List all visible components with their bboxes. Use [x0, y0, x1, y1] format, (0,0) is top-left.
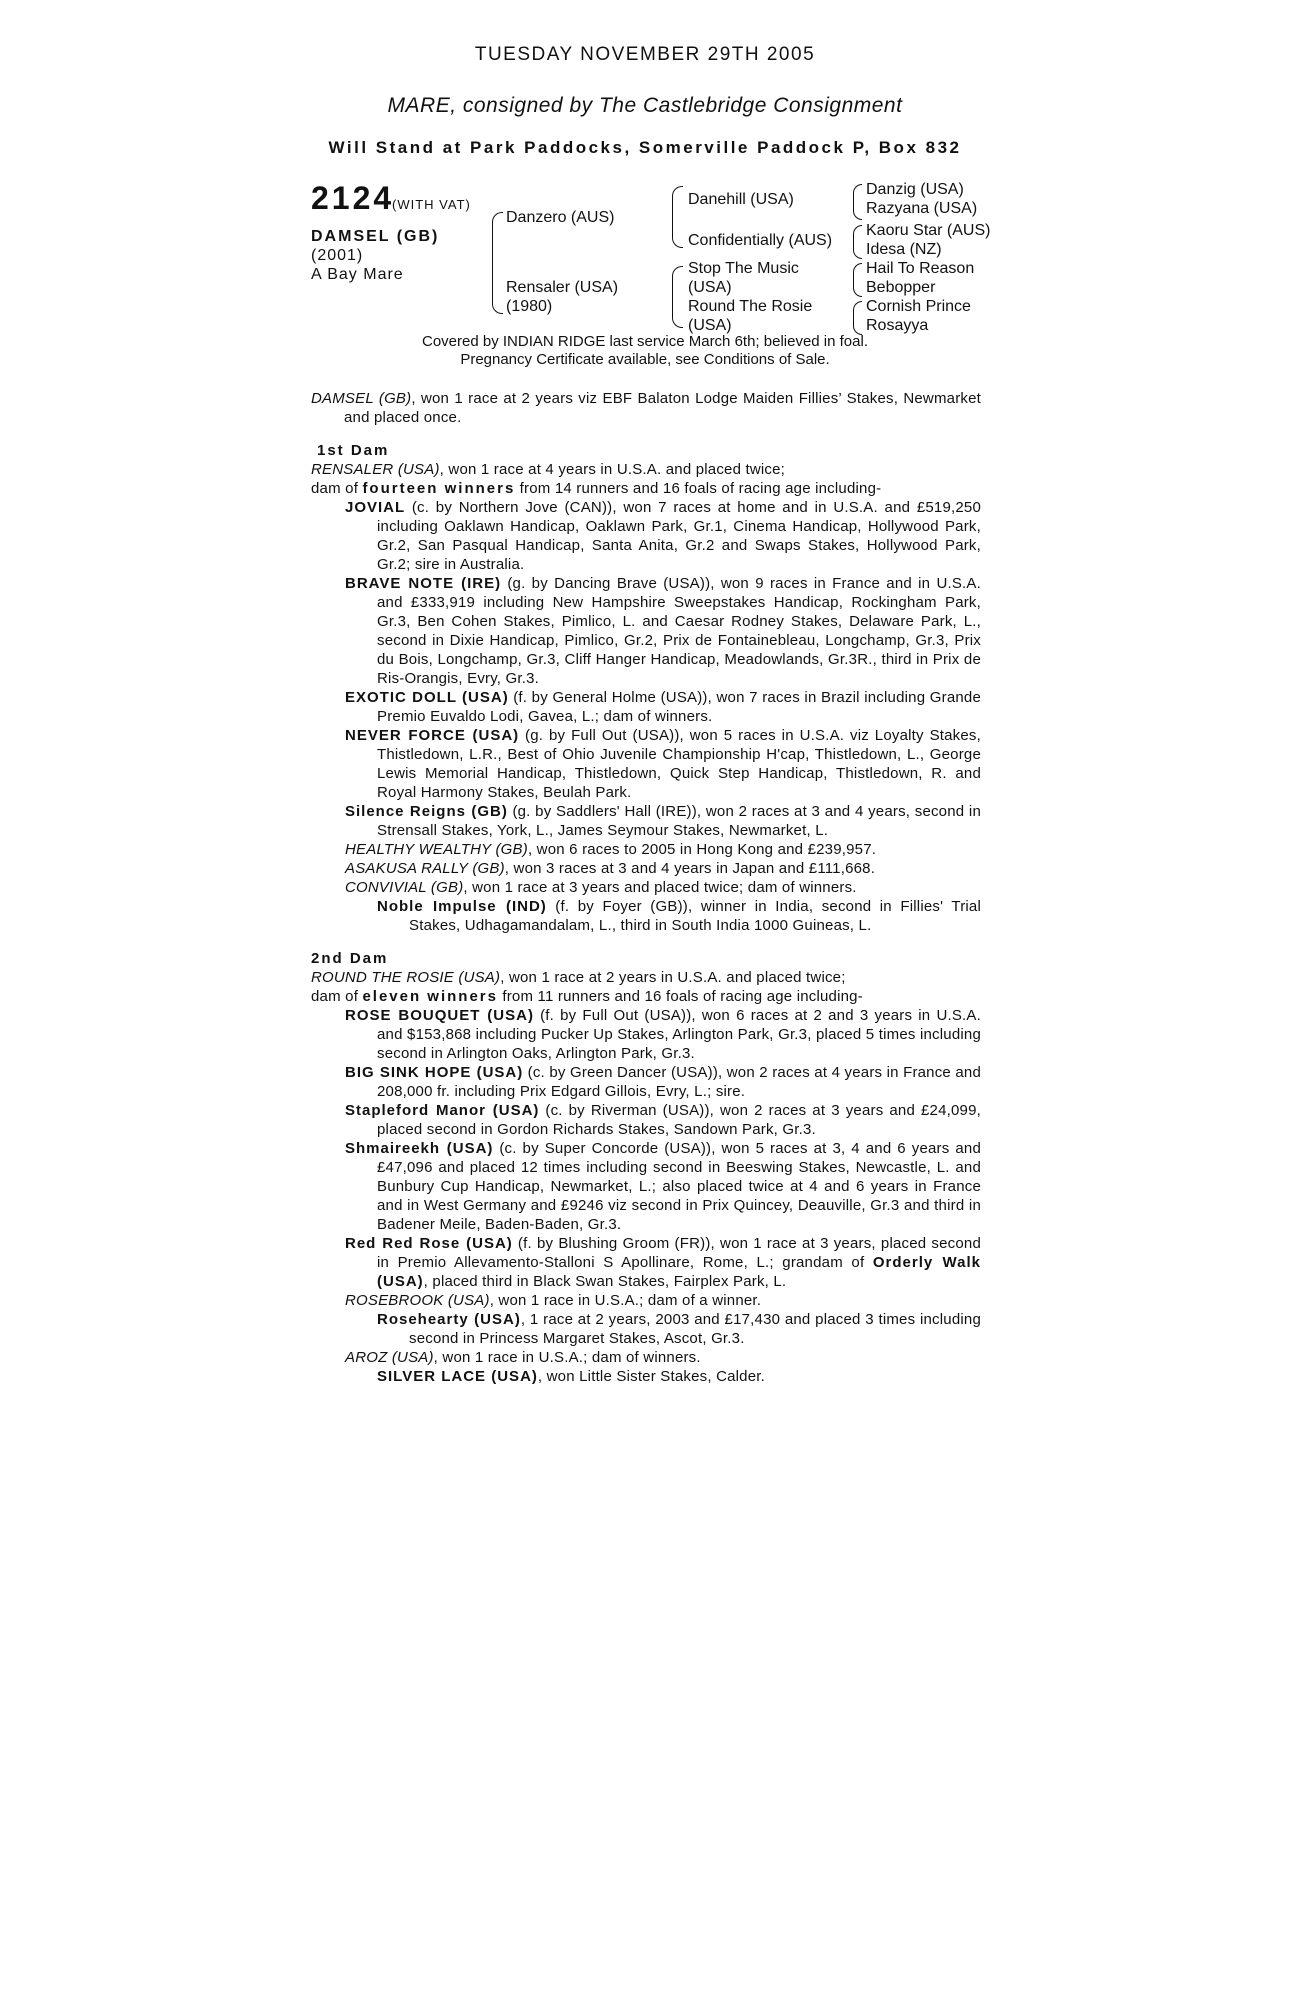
produce-name: Stapleford Manor (USA): [345, 1102, 540, 1119]
produce-name: ASAKUSA RALLY (GB): [345, 860, 505, 877]
lot-number: 2124: [311, 180, 395, 216]
horse-year: (2001): [311, 247, 364, 264]
first-dam-text: , won 1 race at 4 years in U.S.A. and placed twice;: [439, 461, 786, 478]
pedigree-sss: Danzig (USA): [866, 181, 964, 198]
second-dam-winners: eleven winners: [362, 988, 498, 1005]
sire-dam-brace: [492, 212, 503, 314]
pedigree-dam-sire-2: (USA): [688, 279, 732, 296]
produce-text: (g. by Full Out (USA)), won 5 races in U.S.A. viz Loyalty Stakes, Thistledown, L.R., Best of Ohio Juvenile Championship H'cap, Thistledown, L., George Lewis Memorial Handicap, Thistledown, Quick Step Handicap, Thistledown, R. and Royal Harmony Stakes, Beulah Park.: [377, 727, 981, 801]
produce-text: , 1 race at 2 years, 2003 and £17,430 and placed 3 times including second in Princess Margaret Stakes, Ascot, Gr.3.: [409, 1311, 981, 1347]
produce-text: , won 6 races to 2005 in Hong Kong and £239,957.: [527, 841, 877, 858]
produce-text: (f. by Blushing Groom (FR)), won 1 race at 3 years, placed second in Premio Allevamento-Stalloni S Apollinare, Rome, L.; grandam of: [377, 1235, 981, 1271]
produce-text: (c. by Northern Jove (CAN)), won 7 races at home and in U.S.A. and £519,250 including Oaklawn Handicap, Oaklawn Park, Gr.1, Cinema Handicap, Hollywood Park, Gr.2, San Pasqual Handicap, Santa Anita, Gr.2 and Swaps Stakes, Hollywood Park, Gr.2; sire in Australia.: [377, 499, 981, 573]
produce-name: ROSE BOUQUET (USA): [345, 1007, 534, 1024]
produce-name: CONVIVIAL (GB): [345, 879, 464, 896]
produce-entry: [311, 498, 981, 574]
produce-name: SILVER LACE (USA): [377, 1368, 538, 1385]
produce-text: (f. by General Holme (USA)), won 7 races in Brazil including Grande Premio Euvaldo Lodi, Gavea, L.; dam of winners.: [377, 689, 981, 725]
first-dam-winners: fourteen winners: [362, 480, 516, 497]
produce-text: , won Little Sister Stakes, Calder.: [537, 1368, 766, 1385]
pedigree-sds: Kaoru Star (AUS): [866, 222, 991, 239]
first-dam-produce-text: from 14 runners and 16 foals of racing age including-: [515, 480, 882, 497]
horse-summary: [311, 389, 981, 427]
produce-name: JOVIAL: [345, 499, 406, 516]
produce-name: Rosehearty (USA): [377, 1311, 521, 1328]
produce-text: , won 1 race in U.S.A.; dam of a winner.: [489, 1292, 762, 1309]
brace-2: [853, 225, 862, 259]
second-dam-produce-text: from 11 runners and 16 foals of racing age including-: [498, 988, 863, 1005]
produce-name: AROZ (USA): [345, 1349, 434, 1366]
grand-produce-text: , placed third in Black Swan Stakes, Fairplex Park, L.: [423, 1273, 787, 1290]
second-dam-line: [311, 968, 981, 987]
pedigree-ssd: Razyana (USA): [866, 200, 978, 217]
produce-text: , won 1 race in U.S.A.; dam of winners.: [433, 1349, 701, 1366]
produce-text: , won 1 race at 3 years and placed twice; dam of winners.: [463, 879, 857, 896]
dam-of-label: dam of: [311, 480, 363, 497]
produce-name: HEALTHY WEALTHY (GB): [345, 841, 528, 858]
produce-text: (g. by Saddlers' Hall (IRE)), won 2 races at 3 and 4 years, second in Strensall Stakes, York, L., James Seymour Stakes, Newmarket, L.: [377, 803, 981, 839]
consignment-line: MARE, consigned by The Castlebridge Consignment: [387, 94, 903, 117]
horse-name: DAMSEL (GB): [311, 228, 440, 245]
produce-name: Red Red Rose (USA): [345, 1235, 513, 1252]
first-dam-name: RENSALER (USA): [311, 461, 440, 478]
first-dam-line: [311, 460, 981, 479]
pedigree-sire-dam: Confidentially (AUS): [688, 232, 833, 249]
produce-entry: [311, 840, 981, 859]
horse-description: A Bay Mare: [311, 266, 404, 283]
pregnancy-note: Pregnancy Certificate available, see Conditions of Sale.: [460, 351, 830, 368]
pedigree-dam-sire: Stop The Music: [688, 260, 799, 277]
produce-entry: [311, 688, 981, 726]
produce-name: Shmaireekh (USA): [345, 1140, 494, 1157]
grand-produce-entry: [311, 897, 981, 935]
produce-text: , won 3 races at 3 and 4 years in Japan and £111,668.: [504, 860, 876, 877]
produce-name: EXOTIC DOLL (USA): [345, 689, 509, 706]
produce-entry: [311, 726, 981, 802]
first-dam-produce: [311, 479, 981, 498]
produce-entry: [311, 1348, 981, 1367]
second-dam-produce: [311, 987, 981, 1006]
pedigree-sire-sire: Danehill (USA): [688, 191, 794, 208]
produce-entry: [311, 1234, 981, 1291]
pedigree-dam-year: (1980): [506, 298, 553, 315]
grand-produce-entry: [311, 1310, 981, 1348]
produce-entry: [311, 1006, 981, 1063]
pedigree-dds: Cornish Prince: [866, 298, 971, 315]
produce-entry: [311, 574, 981, 688]
second-dam-text: , won 1 race at 2 years in U.S.A. and placed twice;: [500, 969, 846, 986]
pedigree-dam-dam: Round The Rosie: [688, 298, 813, 315]
second-dam-name: ROUND THE ROSIE (USA): [311, 969, 501, 986]
second-dam-heading: 2nd Dam: [311, 950, 389, 967]
pedigree-dss: Hail To Reason: [866, 260, 975, 277]
produce-name: ROSEBROOK (USA): [345, 1292, 490, 1309]
produce-entry: [311, 1291, 981, 1310]
produce-name: NEVER FORCE (USA): [345, 727, 520, 744]
dam-line-brace: [672, 266, 683, 328]
pedigree-dsd: Bebopper: [866, 279, 936, 296]
produce-entry: [311, 1063, 981, 1101]
produce-text: (c. by Green Dancer (USA)), won 2 races at 4 years in France and 208,000 fr. including Prix Edgard Gillois, Evry, L.; sire.: [377, 1064, 981, 1100]
pedigree-dam: Rensaler (USA): [506, 279, 619, 296]
pedigree-sire: Danzero (AUS): [506, 209, 615, 226]
sire-line-brace: [672, 186, 683, 248]
produce-text: (f. by Foyer (GB)), winner in India, second in Fillies' Trial Stakes, Udhagamandalam, L., third in South India 1000 Guineas, L.: [409, 898, 981, 934]
brace-4: [853, 301, 862, 335]
produce-entry: [311, 1101, 981, 1139]
produce-text: (c. by Riverman (USA)), won 2 races at 3 years and £24,099, placed second in Gordon Richards Stakes, Sandown Park, Gr.3.: [377, 1102, 981, 1138]
produce-entry: [311, 802, 981, 840]
pedigree-ddd: Rosayya: [866, 317, 929, 334]
brace-3: [853, 263, 862, 297]
pedigree-sdd: Idesa (NZ): [866, 241, 942, 258]
produce-text: (g. by Dancing Brave (USA)), won 9 races in France and in U.S.A. and £333,919 including New Hampshire Sweepstakes Handicap, Rockingham Park, Gr.3, Ben Cohen Stakes, Pimlico, L. and Caesar Rodney Stakes, Delaware Park, L., second in Dixie Handicap, Pimlico, Gr.2, Prix de Fontainebleau, Longchamp, Gr.3, Prix du Bois, Longchamp, Gr.3, Cliff Hanger Handicap, Meadowlands, Gr.3R., third in Prix de Ris-Orangis, Evry, Gr.3.: [377, 575, 981, 687]
vat-note: (WITH VAT): [392, 197, 471, 212]
produce-name: Silence Reigns (GB): [345, 803, 508, 820]
catalogue-body: [311, 389, 981, 1386]
grand-produce-entry: [311, 1367, 981, 1386]
produce-text: (f. by Full Out (USA)), won 6 races at 2 and 3 years in U.S.A. and $153,868 including Pucker Up Stakes, Arlington Park, Gr.3, placed 5 times including second in Arlington Oaks, Arlington Park, Gr.3.: [377, 1007, 981, 1062]
summary-horse-name: DAMSEL (GB): [311, 390, 412, 407]
brace-1: [853, 184, 862, 220]
covering-note: Covered by INDIAN RIDGE last service March 6th; believed in foal.: [421, 333, 868, 350]
produce-entry: [311, 859, 981, 878]
grand-produce-name: Orderly Walk (USA): [377, 1254, 981, 1290]
produce-text: (c. by Super Concorde (USA)), won 5 races at 3, 4 and 6 years and £47,096 and placed 12 times including second in Beeswing Stakes, Newcastle, L. and Bunbury Cup Handicap, Newmarket, L.; also placed twice at 4 and 6 years in France and in West Germany and £9246 viz second in Prix Quincey, Deauville, Gr.3 and third in Badener Meile, Baden-Baden, Gr.3.: [377, 1140, 981, 1233]
stand-location: Will Stand at Park Paddocks, Somerville Paddock P, Box 832: [328, 138, 962, 157]
dam-of-label: dam of: [311, 988, 363, 1005]
produce-name: Noble Impulse (IND): [377, 898, 547, 915]
pedigree-dam-dam-2: (USA): [688, 317, 732, 334]
first-dam-heading: 1st Dam: [317, 442, 390, 459]
produce-entry: [311, 878, 981, 897]
produce-name: BIG SINK HOPE (USA): [345, 1064, 524, 1081]
produce-name: BRAVE NOTE (IRE): [345, 575, 502, 592]
sale-date: TUESDAY NOVEMBER 29TH 2005: [474, 44, 816, 65]
summary-text: , won 1 race at 2 years viz EBF Balaton Lodge Maiden Fillies’ Stakes, Newmarket and placed once.: [344, 390, 981, 426]
produce-entry: [311, 1139, 981, 1234]
